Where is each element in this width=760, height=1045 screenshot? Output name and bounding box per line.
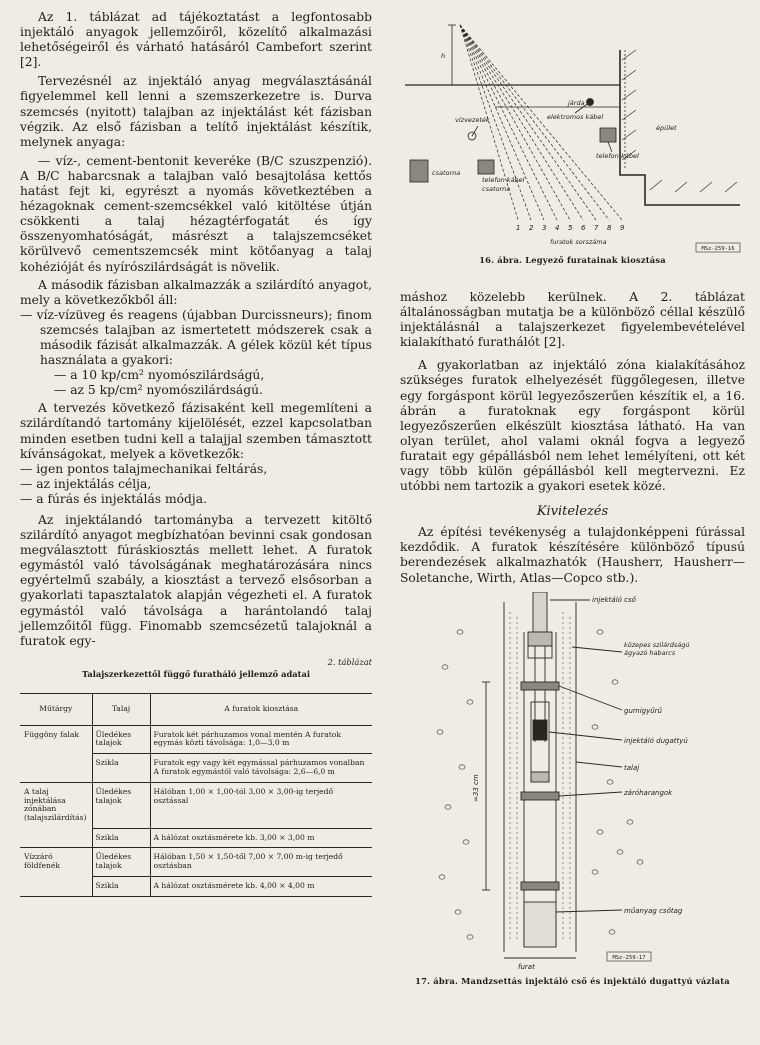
cell-soil: Üledékes talajok [92,725,150,754]
figure-16-drawing [400,10,745,255]
table-number: 2. táblázat [327,656,372,667]
fig16-label-telefon2: telefon kábel [482,176,525,184]
cell-soil: Szikla [92,754,150,783]
fig16-label-telefon1: telefon-kábel [596,152,639,160]
section-title-kivitelezes: Kivitelezés [536,504,609,520]
paragraph-4: A második fázisban alkalmazzák a szilárdító anyagot, mely a következőkből áll: [20,277,372,307]
fig16-label-elektromos: elektromos kábel [547,113,604,121]
figure-17-caption: 17. ábra. Mandzsettás injektáló cső és injektáló dugattyú vázlata [415,975,730,986]
right-paragraph-3: Az építési tevékenység a tulajdonképpeni fúrással kezdődik. A furatok készítésére különböző típusú berendezések alkalmazhatók (Hausherr, Hausherr—Soletanche, Wirth, Atlas—Copco stb.). [400,525,745,585]
table-row [20,754,372,783]
table-title: Talajszerkezettől függő furatháló jellemző adatai [81,668,311,679]
soil-pebble [437,729,443,733]
soil-pebble [439,874,445,878]
fig17-label-gumigyuru: gumigyűrű [624,706,662,715]
soil-pebble [459,764,465,768]
fig16-hole-number: 8 [607,224,612,232]
paragraph-1: Az 1. táblázat ad tájékoztatást a legfontosabb injektáló anyagok jellemzőiről, közelítő alkalmazási lehetőségeiről és várható hatásáról Cambefort szerint [2]. [20,10,372,70]
fig16-label-h: h [441,52,446,60]
soil-pebble [617,849,623,853]
table-row [20,782,372,828]
paragraph-6: Az injektálandó tartományba a tervezett kitöltő szilárdító anyagot megbízhatóan bevinni csak gondosan megválasztott fúráskiosztás mellett lehet. A furatok egymástól való távolságának meghatározására nincs egyértelmű szabály, a kiosztást a tervező elsősorban a gyakorlati tapasztalatok alapján végezheti el. A furatok egymástól való távolsága a harántolandó talaj jellemzőitől függ. Finomabb szemcsézetű talajoknál a furatok egy- [20,513,372,648]
list-item-10kp: — a 10 kp/cm² nyomószilárdságú, [54,368,265,383]
fig17-label-injektalo-cso: injektáló cső [592,595,636,604]
soil-pebble [609,929,615,933]
cell-object [20,754,92,783]
cell-soil: Szikla [92,876,150,896]
cell-layout: A hálózat osztásmérete kb. 3,00 × 3,00 m [150,828,372,848]
soil-pebble [592,724,598,728]
fig16-hole-number: 6 [581,224,586,232]
fig17-label-furat: furat [518,962,535,971]
figure-17 [400,592,745,986]
soil-pebble [463,839,469,843]
cell-object [20,876,92,896]
cell-layout: Furatok egy vagy két egymással párhuzamos vonalban A furatok egymástól való távolsága: 2,6—6,0 m [150,754,372,783]
figure-17-drawing [400,592,745,974]
cell-object: Vízzáró földfenék [20,848,92,877]
fig17-label-talaj: talaj [624,763,640,772]
fig16-hole-number: 9 [620,224,625,232]
fig17-label-kozepes-wrap [624,642,714,666]
soil-pebble [445,804,451,808]
cell-object: A talaj injektálása zónában (talajszilárdítás) [20,782,92,828]
list-item-5kp: — az 5 kp/cm² nyomószilárdságú. [54,383,263,398]
soil-pebble [467,699,473,703]
fig16-hole-number: 3 [542,224,547,232]
fig16-hole-number: 7 [594,224,599,232]
paragraph-3: — víz-, cement-bentonit keveréke (B/C szuszpenzió). A B/C habarcsnak a talajban való besajtolása kettős hatást fejt ki, egyrészt a nyomás következtében a hézagoknak cement-szemcsékkel való kitöltése útján csökkenti a talaj hézagtérfogatát és így összenyomhatóságát, másrészt a talajszemcséket körülvevő cementszemcsék mint kötőanyag a talaj kohézióját és nyírószilárdságát is növelik. [20,153,372,274]
soil-pebble [457,629,463,633]
soil-pebble [607,779,613,783]
fig16-label-csatorna2: csatorna [482,185,511,193]
list-item-gel: — víz-vízüveg és reagens (újabban Durcissneurs); finom szemcsés talajban az ismertetett módszerek csak a második fázisát alkalmazzák. A gélek közül két típus használata a gyakori: [20,307,372,368]
table-header-row [20,693,372,725]
cell-layout: Furatok két párhuzamos vonal mentén A furatok egymás közti távolsága: 1,0—3,0 m [150,725,372,754]
soil-pebble [627,819,633,823]
list-item-modja: — a fúrás és injektálás módja. [20,491,207,506]
soil-pebble [592,869,598,873]
soil-pebble [637,859,643,863]
paragraph-2: Tervezésnél az injektáló anyag megválasztásánál figyelemmel kell lenni a szemszerkezetre is. Durva szemcsés (nyitott) talajban az injektálást két fázisban végzik. Az első fázisban a telítő injektálást készítik, melynek anyaga: [20,74,372,149]
list-item-feltaras: — igen pontos talajmechanikai feltárás, [20,461,268,476]
fig16-label-jarda: járda [568,99,585,107]
soil-pebble [467,934,473,938]
fig16-label-furatok-sorszama: furatok sorszáma [550,238,607,246]
fig17-label-kozepes: közepes szilárdságú ágyazó habarcs [624,641,690,657]
fig17-label-dim: ≈33 cm [472,773,480,802]
right-column [400,10,745,986]
cell-soil: Üledékes talajok [92,848,150,877]
cell-soil: Üledékes talajok [92,782,150,828]
cell-object [20,828,92,848]
table-row [20,876,372,896]
fig17-label-muanyag: műanyag csőtag [624,906,683,915]
header-talaj: Talaj [92,693,150,725]
cell-layout: A hálózat osztásmérete kb. 4,00 × 4,00 m [150,876,372,896]
figure-16 [400,10,745,270]
fig16-hole-number: 4 [555,224,560,232]
left-column [20,10,372,897]
soil-pebble [442,664,448,668]
right-paragraph-1: máshoz közelebb kerülnek. A 2. táblázat általánosságban mutatja be a különböző céllal készülő injektálásnál a talajszerkezet figyelembevételével kialakítható furathálót [2]. [400,290,745,350]
fig16-label-vizvezetek: vízvezeték [455,116,490,124]
cell-object: Függöny falak [20,725,92,754]
soil-pebble [597,829,603,833]
header-mutargy: Műtárgy [20,693,92,725]
fig16-code: MSz-259-16 [701,246,735,252]
table-row [20,725,372,754]
cell-layout: Hálóban 1,00 × 1,00-tól 3,00 × 3,00-ig terjedő osztással [150,782,372,828]
data-table [20,693,372,897]
fig16-hole-number: 2 [529,224,534,232]
paragraph-5: A tervezés következő fázisaként kell megemlíteni a szilárdítandó tartomány kijelölését, ezzel kapcsolatban minden esetben tudni kell a talajjal szemben támasztott kívánságokat, melyek a következők: [20,401,372,461]
fig17-label-dugattyu: injektáló dugattyú [624,736,688,745]
fig16-label-csatorna: csatorna [432,169,461,177]
soil-pebble [455,909,461,913]
cell-layout: Hálóban 1,50 × 1,50-től 7,00 × 7,00 m-ig terjedő osztásban [150,848,372,877]
table-row [20,828,372,848]
soil-pebble [612,679,618,683]
table-row [20,848,372,877]
soil-pebble [597,629,603,633]
right-paragraph-2: A gyakorlatban az injektáló zóna kialakításához szükséges furatok elhelyezését függőlegesen, illetve egy forgáspont körül legyezőszerűen készítik el, a 16. ábrán a furatoknak egy forgáspont körül legyezőszerűen elkészült kiosztása látható. Ha van olyan terület, ahol valami oknál fogva a legyező furatait egy gépállásból nem lehet lemélyíteni, ott két vagy több külön gépállásból kell megtervezni. Ez utóbbi nem tartozik a gyakori esetek közé. [400,358,745,494]
header-kiosztas: A furatok kiosztása [150,693,372,725]
cell-soil: Szikla [92,828,150,848]
figure-16-caption: 16. ábra. Legyező furatainak kiosztása [479,255,666,265]
fig17-code: MSz-259-17 [612,954,646,961]
list-item-cel: — az injektálás célja, [20,476,152,491]
fig16-hole-number: 1 [516,224,521,232]
fig16-hole-number: 5 [568,224,573,232]
fig16-label-epulet: épület [656,124,677,132]
fig17-label-zaroharangok: záróharangok [624,788,673,797]
